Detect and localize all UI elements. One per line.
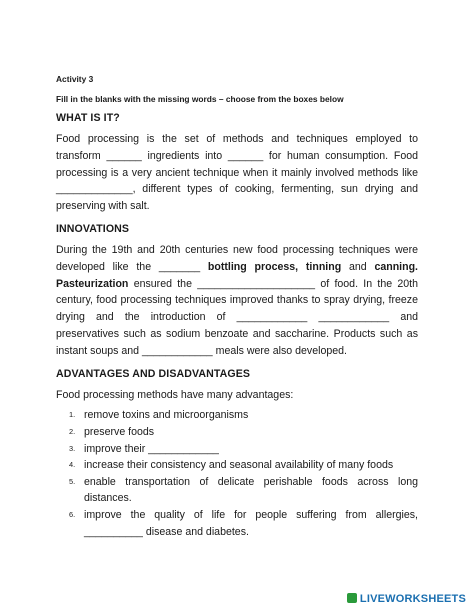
list-item-number: 6. [69, 509, 76, 519]
innovations-bold-2: canning. Pasteurization [56, 260, 418, 290]
list-item-number: 5. [69, 476, 76, 486]
list-item [56, 424, 418, 441]
innovations-text-part1: During the 19th and 20th centuries new food processing techniques were developed like the _______ [56, 243, 418, 273]
list-item [56, 407, 418, 424]
list-item-text: remove toxins and microorganisms [84, 409, 249, 422]
innovations-bold-1: bottling process, tinning [207, 260, 342, 273]
section-innovations-text [56, 242, 418, 360]
list-item [56, 507, 418, 540]
liveworksheets-brand-text: LIVEWORKSHEETS [359, 593, 466, 605]
liveworksheets-logo [347, 593, 466, 605]
list-item-number: 3. [69, 443, 76, 453]
worksheet-page [56, 74, 418, 540]
list-item [56, 441, 418, 458]
list-item-number: 2. [69, 426, 76, 436]
list-item-text: improve their ____________ [84, 442, 219, 455]
innovations-text-part2: and [341, 260, 375, 273]
innovations-text-part3: ensured the ____________________ of food. In the 20th century, food processing techniques improved thanks to spray drying, freeze drying and the introduction of ____________ ____________ and preservatives such as sodium benzoate and saccharine. Products such as instant soups and ____________ meals were also developed. [56, 277, 418, 357]
list-item [56, 474, 418, 507]
list-item-text: improve the quality of life for people suffering from allergies, __________ disease and diabetes. [84, 508, 418, 538]
section-what-is-it-text: Food processing is the set of methods and techniques employed to transform ______ ingredients into ______ for human consumption. Food processing is a very ancient technique when it mainly involved methods like _____________, different types of cooking, fermenting, sun drying and preserving with salt. [56, 133, 418, 213]
activity-label: Activity 3 [56, 74, 94, 84]
list-item-text: increase their consistency and seasonal availability of many foods [84, 459, 394, 472]
section-heading-innovations: INNOVATIONS [56, 222, 130, 235]
list-item-text: enable transportation of delicate perishable foods across long distances. [84, 475, 418, 505]
advantages-list [56, 407, 418, 540]
advantages-intro: Food processing methods have many advantages: [56, 388, 294, 401]
list-item-number: 4. [69, 460, 76, 470]
section-heading-what-is-it: WHAT IS IT? [56, 112, 120, 124]
list-item-text: preserve foods [84, 425, 155, 438]
list-item-number: 1. [69, 410, 76, 420]
instruction-text: Fill in the blanks with the missing words – choose from the boxes below [56, 94, 344, 104]
section-heading-advantages: ADVANTAGES AND DISADVANTAGES [56, 367, 251, 380]
list-item [56, 457, 418, 474]
liveworksheets-logo-icon [347, 593, 357, 603]
